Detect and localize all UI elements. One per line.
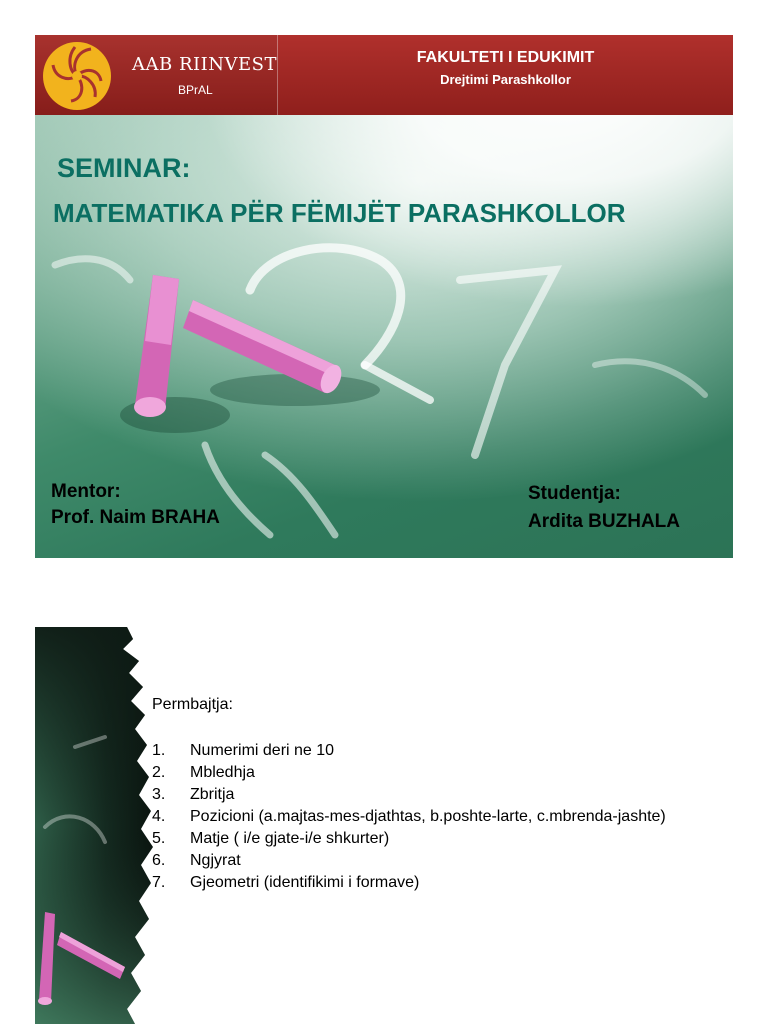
logo-block	[35, 35, 278, 115]
faculty-subtitle: Drejtimi Parashkollor	[440, 72, 571, 87]
chalk-stroke-bottom	[205, 445, 335, 535]
list-item: 3. Zbritja	[152, 786, 235, 803]
list-item: 5. Matje ( i/e gjate-i/e shkurter)	[152, 830, 390, 847]
logo-subtitle: BPrAL	[178, 83, 213, 97]
list-item: 6. Ngjyrat	[152, 852, 241, 869]
chalk-stroke-right	[595, 361, 705, 395]
seminar-title: MATEMATIKA PËR FËMIJËT PARASHKOLLOR	[53, 198, 626, 228]
pink-chalk-vertical	[134, 275, 179, 417]
contents-list	[152, 742, 722, 896]
list-item: 7. Gjeometri (identifikimi i formave)	[152, 874, 420, 891]
list-item: 2. Mbledhja	[152, 764, 255, 781]
logo-name: AAB RIINVEST	[132, 54, 277, 75]
sun-spiral-logo-icon	[39, 37, 119, 113]
mentor-label: Mentor:	[51, 481, 121, 502]
list-item: 1. Numerimi deri ne 10	[152, 742, 335, 759]
contents-slide	[35, 627, 733, 1024]
contents-title: Permbajtja:	[152, 696, 233, 713]
title-slide	[35, 35, 733, 558]
chalk-stroke-seven	[460, 270, 555, 455]
chalk-stroke-left	[55, 259, 130, 280]
faculty-title: FAKULTETI I EDUKIMIT	[416, 49, 595, 66]
seminar-label: SEMINAR:	[57, 153, 191, 183]
student-name: Ardita BUZHALA	[528, 511, 680, 532]
list-item: 4. Pozicioni (a.majtas-mes-djathtas, b.poshte-larte, c.mbrenda-jashte)	[152, 808, 666, 825]
student-label: Studentja:	[528, 483, 621, 504]
mentor-name: Prof. Naim BRAHA	[51, 507, 220, 528]
